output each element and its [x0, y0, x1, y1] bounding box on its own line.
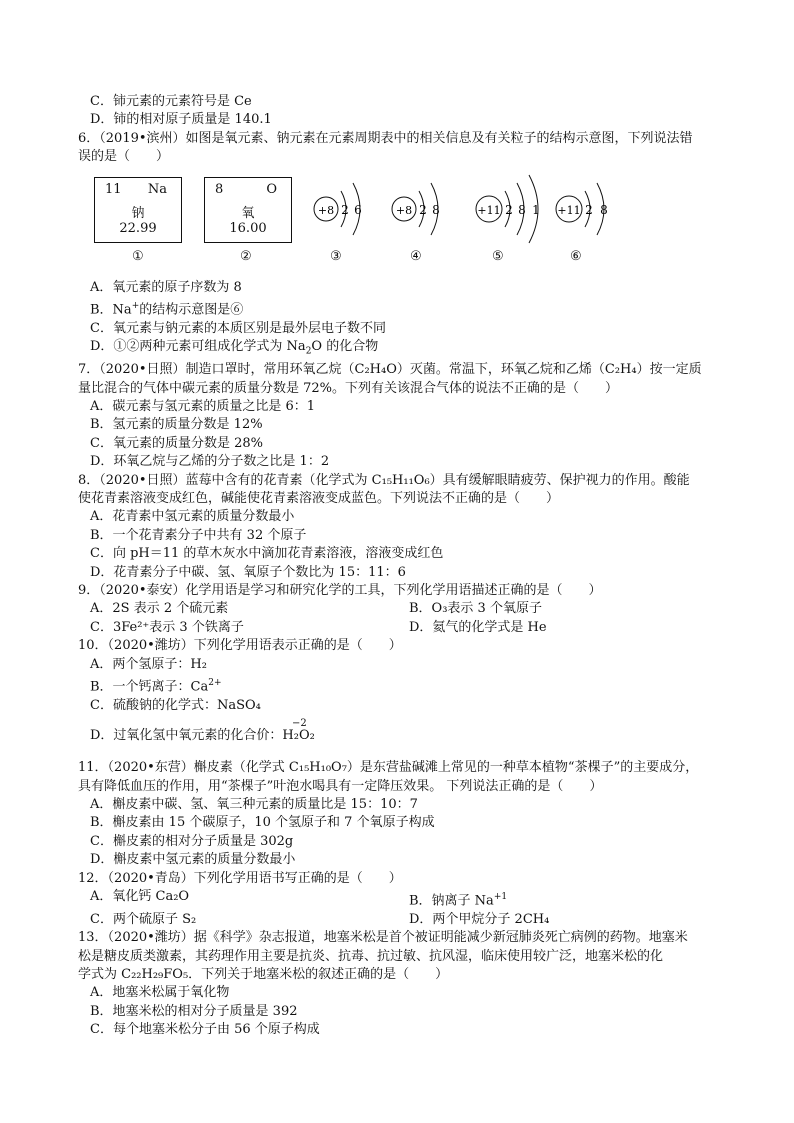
- option-c: C．每个地塞米松分子由 56 个原子构成: [90, 1022, 320, 1038]
- option-c: C．两个硫原子 S₂: [90, 911, 197, 927]
- option-c: C．氧元素的质量分数是 28%: [90, 435, 263, 451]
- option-d: D．两个甲烷分子 2CH₄: [409, 911, 550, 927]
- shell-electrons: 6: [354, 202, 362, 217]
- shell-electrons: 8: [432, 202, 440, 217]
- option-c: C．硫酸钠的化学式：NaSO₄: [90, 697, 261, 713]
- shell-electrons: 2: [419, 202, 427, 217]
- nucleus-charge: +11: [477, 203, 501, 217]
- question-stem-cont: 量比混合的气体中碳元素的质量分数是 72%。下列有关该混合气体的说法不正确的是（ ）: [78, 380, 619, 396]
- option-a: A．碳元素与氢元素的质量之比是 6：1: [90, 398, 316, 414]
- nucleus-charge: +8: [395, 203, 413, 217]
- atomic-mass: 22.99: [119, 220, 157, 236]
- figure-label-2: ②: [240, 248, 252, 264]
- atom-diagram-6: [556, 183, 608, 235]
- figure-label-3: ③: [330, 248, 342, 264]
- option-b: B．槲皮素由 15 个碳原子，10 个氢原子和 7 个氧原子构成: [90, 815, 435, 831]
- option-d: D．花青素分子中碳、氢、氧原子个数比为 15：11：6: [90, 564, 406, 580]
- question-9: [78, 582, 728, 637]
- option-d: D．①②两种元素可组成化学式为 $Na_2O$ 的化合物: [90, 339, 379, 357]
- option-b: B．Na+的结构示意图是⑥: [90, 301, 244, 318]
- question-stem-cont: 误的是（ ）: [78, 149, 170, 165]
- element-card-sodium: [94, 177, 182, 243]
- element-symbol: Na: [147, 181, 167, 197]
- option-a: A．2S 表示 2 个硫元素: [90, 601, 229, 617]
- element-structure-diagram: [94, 169, 728, 279]
- question-stem: 10．（2020•潍坊）下列化学用语表示正确的是（ ）: [78, 638, 402, 654]
- question-stem-cont: 松是糖皮质类激素，其药理作用主要是抗炎、抗毒、抗过敏、抗风湿，临床使用较广泛，地塞米松的化: [78, 948, 664, 964]
- option-c: C．3Fe²⁺表示 3 个铁离子: [90, 619, 244, 635]
- question-11: [78, 759, 728, 869]
- question-8: [78, 472, 728, 582]
- option-b: B．氢元素的质量分数是 12%: [90, 417, 263, 433]
- option-b: B．一个花青素分子中共有 32 个原子: [90, 527, 307, 543]
- atom-diagram-4: [392, 183, 440, 235]
- option-a: A．地塞米松属于氧化物: [90, 985, 230, 1001]
- shell-electrons: 2: [341, 202, 349, 217]
- question-stem: 12．（2020•青岛）下列化学用语书写正确的是（ ）: [78, 870, 402, 886]
- option-d: D．铈的相对原子质量是 140.1: [90, 112, 272, 128]
- option-c: C．氧元素与钠元素的本质区别是最外层电子数不同: [90, 320, 386, 336]
- worksheet-page: [78, 93, 728, 1040]
- element-name: 氧: [241, 205, 255, 221]
- option-b: B．地塞米松的相对分子质量是 392: [90, 1003, 298, 1019]
- element-symbol: O: [266, 181, 277, 197]
- figure-label-6: ⑥: [570, 248, 582, 264]
- nucleus-charge: +11: [557, 203, 581, 217]
- question-stem-cont: 使花青素溶液变成红色，碱能使花青素溶液变成蓝色。下列说法不正确的是（ ）: [78, 491, 560, 507]
- shell-electrons: 8: [518, 202, 526, 217]
- atomic-number: 11: [105, 181, 122, 197]
- valence-charge: −2: [292, 718, 307, 730]
- atom-diagram-5: [476, 175, 540, 243]
- question-6: [78, 130, 728, 361]
- shell-electrons: 1: [532, 202, 540, 217]
- option-a: A．氧化钙 Ca₂O: [90, 889, 190, 905]
- question-7: [78, 361, 728, 471]
- option-a: A．两个氢原子：H₂: [90, 656, 207, 672]
- atomic-number: 8: [215, 181, 224, 197]
- figure-label-4: ④: [410, 248, 422, 264]
- option-a: A．槲皮素中碳、氢、氧三种元素的质量比是 15：10：7: [90, 797, 418, 813]
- question-stem: 13．（2020•潍坊）据《科学》杂志报道，地塞米松是首个被证明能减少新冠肺炎死亡病例的药物。地塞米: [78, 930, 688, 946]
- nucleus-charge: +8: [317, 203, 335, 217]
- atom-diagram-3: [314, 183, 362, 235]
- atomic-mass: 16.00: [229, 220, 267, 236]
- option-d: D．槲皮素中氢元素的质量分数最小: [90, 852, 296, 868]
- option-a: A．花青素中氢元素的质量分数最小: [90, 509, 295, 525]
- option-d: D．环氧乙烷与乙烯的分子数之比是 1：2: [90, 454, 330, 470]
- question-10: [78, 637, 728, 759]
- question-stem: 7．（2020•日照）制造口罩时，常用环氧乙烷（C₂H₄O）灭菌。常温下，环氧乙烷和乙烯（C₂H₄）按一定质: [78, 362, 702, 378]
- question-stem: 11．（2020•东营）槲皮素（化学式 C₁₅H₁₀O₇）是东营盐碱滩上常见的一种草本植物“茶棵子”的主要成分，: [78, 760, 699, 776]
- question-12: [78, 870, 728, 930]
- option-c: C．槲皮素的相对分子质量是 302g: [90, 833, 294, 849]
- atom-structure-svg: [299, 169, 794, 249]
- option-d: D．氦气的化学式是 He: [409, 619, 547, 635]
- element-card-oxygen: [204, 177, 292, 243]
- question-stem: 6．（2019•滨州）如图是氧元素、钠元素在元素周期表中的相关信息及有关粒子的结构示意图，下列说法错: [78, 130, 693, 146]
- question-stem-cont: 具有降低血压的作用，用“茶棵子”叶泡水喝具有一定降压效果。 下列说法正确的是（ ）: [78, 778, 603, 794]
- option-d: D．过氧化氢中氧元素的化合价：H₂O₂ −2: [88, 715, 728, 759]
- shell-electrons: 2: [505, 202, 513, 217]
- option-c: C．向 pH＝11 的草木灰水中滴加花青素溶液，溶液变成红色: [90, 546, 444, 562]
- question-stem-cont: 学式为 C₂₂H₂₉FO₅．下列关于地塞米松的叙述正确的是（ ）: [78, 967, 449, 983]
- option-b: B．钠离子 $Na^{+1}$: [409, 892, 508, 909]
- figure-label-1: ①: [132, 248, 144, 264]
- option-b: B．O₃表示 3 个氧原子: [409, 601, 542, 617]
- option-a: A．氧元素的原子序数为 8: [90, 279, 242, 295]
- figure-label-5: ⑤: [492, 248, 504, 264]
- option-c: C．铈元素的元素符号是 Ce: [90, 94, 252, 109]
- option-b: B．一个钙离子：$Ca^{2+}$: [90, 678, 222, 695]
- question-stem: 9．（2020•泰安）化学用语是学习和研究化学的工具，下列化学用语描述正确的是（ ）: [78, 583, 602, 599]
- element-name: 钠: [131, 205, 145, 221]
- question-13: [78, 929, 728, 1039]
- shell-electrons: 2: [585, 202, 593, 217]
- question-stem: 8．（2020•日照）蓝莓中含有的花青素（化学式为 C₁₅H₁₁O₆）具有缓解眼睛疲劳、保护视力的作用。酸能: [78, 472, 690, 488]
- shell-electrons: 8: [600, 202, 608, 217]
